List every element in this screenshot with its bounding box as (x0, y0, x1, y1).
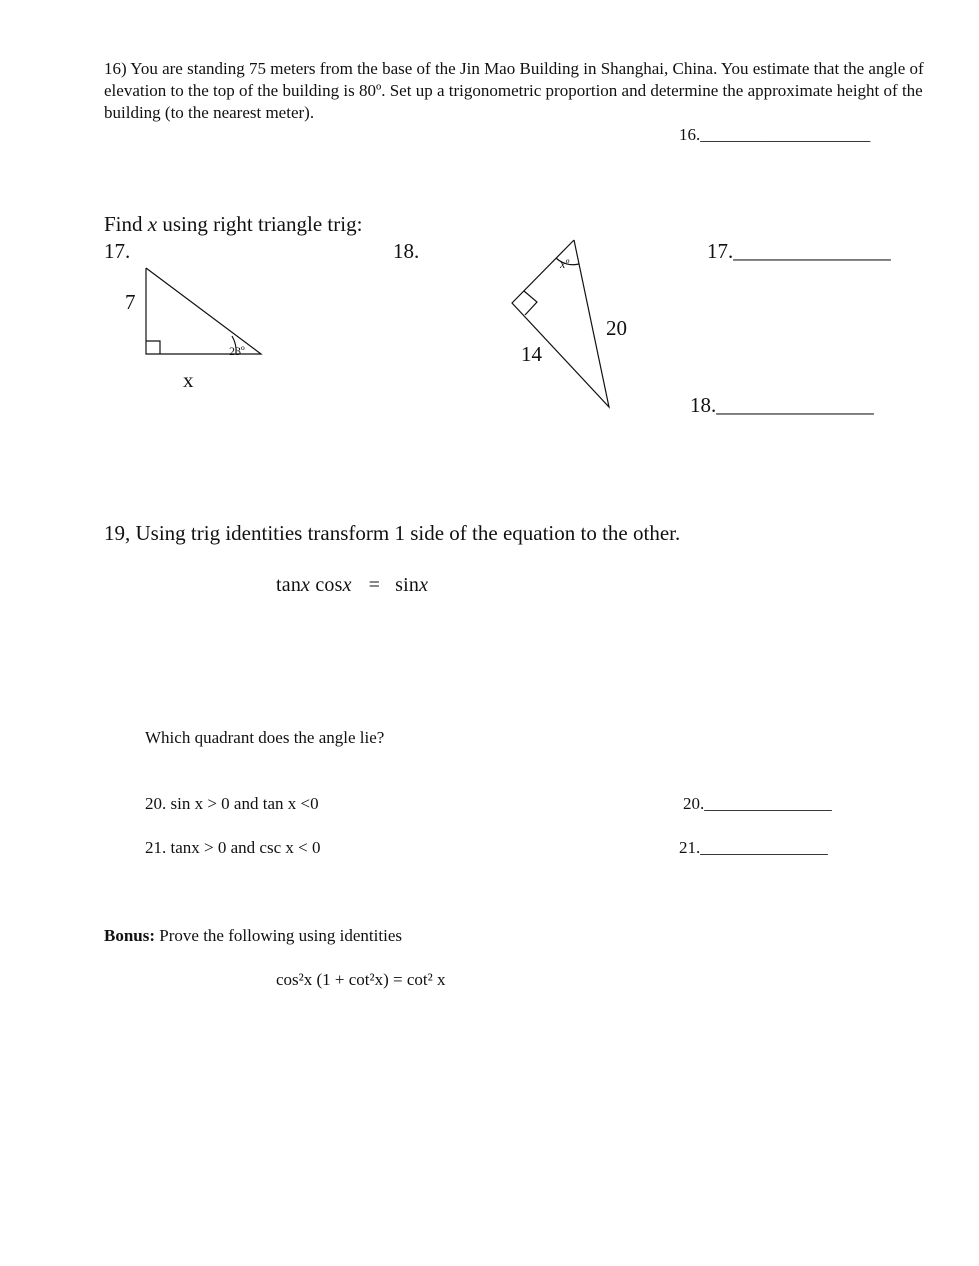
answer-line-16: 16.____________________ (679, 125, 871, 144)
question-21-text: 21. tanx > 0 and csc x < 0 (145, 838, 321, 857)
triangle-18-angle-label: xº (560, 257, 570, 271)
answer-line-17: 17._______________ (707, 239, 891, 263)
answer-line-21: 21._______________ (679, 838, 828, 857)
question-20-text: 20. sin x > 0 and tan x <0 (145, 794, 319, 813)
triangle-17-angle-label: 23º (229, 344, 245, 358)
answer-line-18: 18._______________ (690, 393, 874, 417)
triangle-17 (146, 268, 261, 354)
section-heading-right-triangle: Find x using right triangle trig: (104, 212, 363, 236)
question-19-equation: tanx cosx = sinx (276, 574, 429, 596)
question-17-label: 17. (104, 239, 131, 263)
answer-line-20: 20._______________ (683, 794, 832, 813)
bonus-prompt: Bonus: Prove the following using identities (104, 926, 402, 945)
triangle-18-hypotenuse: 20 (606, 316, 627, 340)
triangle-18-leg: 14 (521, 342, 542, 366)
question-16-text: 16) You are standing 75 meters from the base of the Jin Mao Building in Shanghai, China. You estimate that the angle of elevation to the top of the building is 80º. Set up a trigonometric proportion and determine the approximate height of the building (to the nearest meter). (104, 59, 924, 122)
question-19-text: 19, Using trig identities transform 1 side of the equation to the other. (104, 521, 681, 545)
question-18-label: 18. (393, 239, 420, 263)
triangle-17-side-bottom: x (183, 368, 194, 392)
quadrant-prompt: Which quadrant does the angle lie? (145, 728, 385, 747)
bonus-label: Bonus: (104, 926, 156, 945)
bonus-equation: cos²x (1 + cot²x) = cot² x (276, 970, 446, 989)
triangle-17-side-vertical: 7 (125, 290, 136, 314)
